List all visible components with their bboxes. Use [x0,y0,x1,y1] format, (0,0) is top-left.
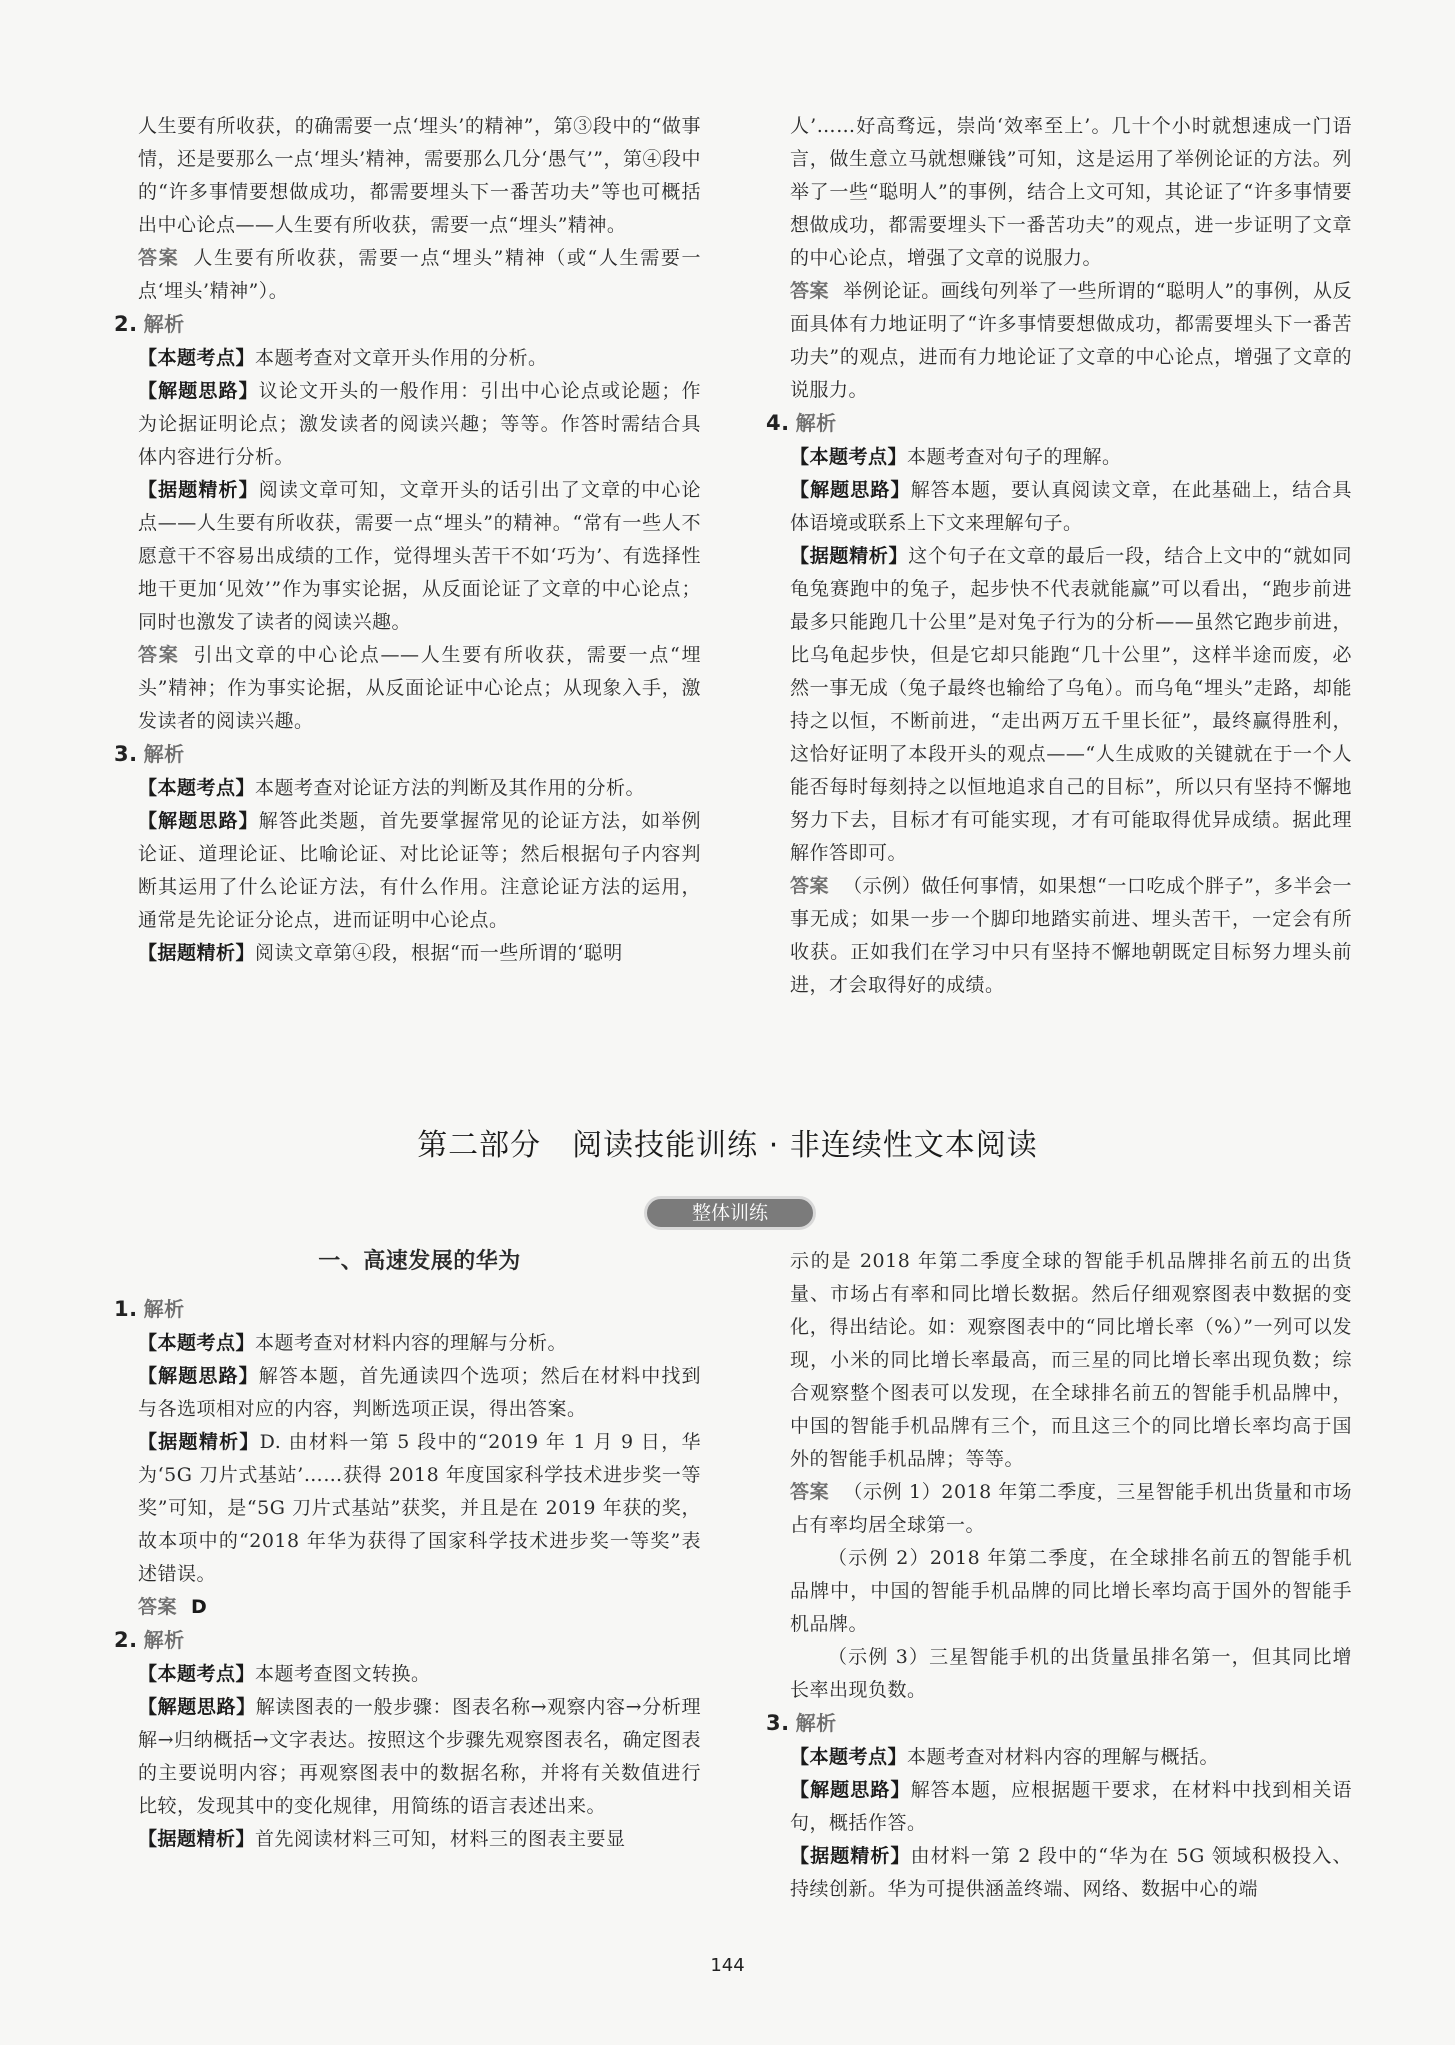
exam-point-text: 本题考查对句子的理解。 [907,446,1122,468]
detailed-analysis-label: 【据题精析】 [790,1845,911,1867]
answer-text: 举例论证。画线句列举了一些所谓的“聪明人”的事例，从反面具体有力地证明了“许多事情要想做成功，都需要埋头下一番苦功夫”的观点，进而有力地论证了文章的中心论点，增强了文章的说服力。 [790,280,1352,401]
answer-label: 答案 [138,247,180,269]
solution-approach-label: 【解题思路】 [138,810,259,832]
analysis-label: 解析 [795,411,837,435]
exam-point [790,1741,1352,1774]
answer-text: （示例）做任何事情，如果想“一口吃成个胖子”，多半会一事无成；如果一步一个脚印地踏实前进、埋头苦干，一定会有所收获。正如我们在学习中只有坚持不懈地朝既定目标努力埋头前进，才会取得好的成绩。 [790,875,1352,996]
detailed-analysis-label: 【据题精析】 [138,1431,260,1453]
question-number: 2. [114,1628,138,1652]
question-header [114,308,701,342]
answer-block [138,1591,701,1624]
detailed-analysis [138,1426,701,1591]
detailed-analysis-label: 【据题精析】 [790,545,909,567]
detailed-analysis-text: 阅读文章第④段，根据“而一些所谓的‘聪明 [255,942,623,964]
exam-point [790,441,1352,474]
question-number: 3. [766,1711,790,1735]
section-badge [644,1196,816,1230]
top-right-column [766,110,1352,1002]
exam-point-text: 本题考查对文章开头作用的分析。 [255,347,548,369]
exam-point-text: 本题考查图文转换。 [255,1663,431,1685]
exam-point-label: 【本题考点】 [138,777,256,799]
exam-point [138,1658,701,1691]
detailed-analysis [790,1840,1352,1906]
solution-approach [790,1774,1352,1840]
answer-example: （示例 3）三星智能手机的出货量虽排名第一，但其同比增长率出现负数。 [790,1646,1352,1701]
exam-point-text: 本题考查对材料内容的理解与概括。 [907,1746,1220,1768]
question-header [766,407,1352,441]
exam-point-label: 【本题考点】 [790,1746,908,1768]
exam-point-label: 【本题考点】 [138,1332,256,1354]
detailed-analysis [138,937,701,970]
question-number: 2. [114,312,138,336]
page-number: 144 [710,1955,745,1976]
exam-point [138,342,701,375]
paragraph: 人生要有所收获，的确需要一点‘埋头’的精神”，第③段中的“做事情，还是要那么一点‘埋头’精神，需要那么几分‘愚气’”，第④段中的“许多事情要想做成功，都需要埋头下一番苦功夫”等也可概括出中心论点——人生要有所收获，需要一点“埋头”精神。 [138,115,701,236]
solution-approach-text: 议论文开头的一般作用：引出中心论点或论题；作为论据证明论点；激发读者的阅读兴趣；等等。作答时需结合具体内容进行分析。 [138,380,701,468]
question-number: 4. [766,411,790,435]
badge-label: 整体训练 [691,1202,768,1224]
solution-approach-text: 解答本题，要认真阅读文章，在此基础上，结合具体语境或联系上下文来理解句子。 [790,479,1352,534]
solution-approach-label: 【解题思路】 [790,479,911,501]
detailed-analysis-label: 【据题精析】 [138,1828,256,1850]
detailed-analysis-text: 首先阅读材料三可知，材料三的图表主要显 [255,1828,626,1850]
answer-label: 答案 [790,875,830,897]
question-header [114,1293,701,1327]
answer-block [790,1476,1352,1542]
answer-text: 人生要有所收获，需要一点“埋头”精神（或“人生需要一点‘埋头’精神”）。 [138,247,701,302]
solution-approach-label: 【解题思路】 [138,1365,259,1387]
exam-point-label: 【本题考点】 [138,347,256,369]
solution-approach [138,1360,701,1426]
part-title: 第二部分 阅读技能训练 · 非连续性文本阅读 [417,1128,1038,1163]
answer-example: （示例 2）2018 年第二季度，在全球排名前五的智能手机品牌中，中国的智能手机品牌的同比增长率均高于国外的智能手机品牌。 [790,1547,1352,1635]
top-left-column [114,110,701,970]
question-number: 3. [114,742,138,766]
analysis-label: 解析 [143,1297,185,1321]
answer-text: （示例 1）2018 年第二季度，三星智能手机出货量和市场占有率均居全球第一。 [790,1481,1352,1536]
solution-approach-label: 【解题思路】 [790,1779,911,1801]
answer-label: 答案 [790,1481,830,1503]
answer-text: D [191,1596,208,1618]
solution-approach-text: 解答本题，应根据题干要求，在材料中找到相关语句，概括作答。 [790,1779,1352,1834]
answer-block [790,870,1352,1002]
answer-block [138,242,701,308]
exam-point [138,772,701,805]
question-number: 1. [114,1297,138,1321]
analysis-label: 解析 [795,1711,837,1735]
solution-approach [138,375,701,474]
exam-point [138,1327,701,1360]
detailed-analysis [138,474,701,639]
solution-approach-label: 【解题思路】 [138,1696,256,1718]
detailed-analysis [790,540,1352,870]
answer-block [790,275,1352,407]
exam-point-text: 本题考查对论证方法的判断及其作用的分析。 [255,777,646,799]
detailed-analysis [138,1823,701,1856]
answer-label: 答案 [138,1596,178,1618]
analysis-label: 解析 [143,742,185,766]
solution-approach-text: 解答此类题，首先要掌握常见的论证方法，如举例论证、道理论证、比喻论证、对比论证等；然后根据句子内容判断其运用了什么论证方法，有什么作用。注意论证方法的运用，通常是先论证分论点，进而证明中心论点。 [138,810,701,931]
question-header [114,738,701,772]
answer-label: 答案 [138,644,180,666]
detailed-analysis-text: 由材料一第 2 段中的“华为在 5G 领域积极投入、持续创新。华为可提供涵盖终端、网络、数据中心的端 [790,1845,1352,1900]
paragraph: 示的是 2018 年第二季度全球的智能手机品牌排名前五的出货量、市场占有率和同比增长数据。然后仔细观察图表中数据的变化，得出结论。如：观察图表中的“同比增长率（%）”一列可以发现，小米的同比增长率最高，而三星的同比增长率出现负数；综合观察整个图表可以发现，在全球排名前五的智能手机品牌中，中国的智能手机品牌有三个，而且这三个的同比增长率均高于国外的智能手机品牌；等等。 [790,1250,1352,1470]
solution-approach-text: 解读图表的一般步骤：图表名称→观察内容→分析理解→归纳概括→文字表达。按照这个步骤先观察图表名，确定图表的主要说明内容；再观察图表中的数据名称，并将有关数值进行比较，发现其中的变化规律，用简练的语言表述出来。 [138,1696,701,1817]
question-header [766,1707,1352,1741]
question-header [114,1624,701,1658]
analysis-label: 解析 [143,312,185,336]
solution-approach [138,1691,701,1823]
detailed-analysis-label: 【据题精析】 [138,942,256,964]
paragraph: 人’……好高骛远，崇尚‘效率至上’。几十个小时就想速成一门语言，做生意立马就想赚钱”可知，这是运用了举例论证的方法。列举了一些“聪明人”的事例，结合上文可知，其论证了“许多事情要想做成功，都需要埋头下一番苦功夫”的观点，进一步证明了文章的中心论点，增强了文章的说服力。 [790,115,1352,269]
exam-point-text: 本题考查对材料内容的理解与分析。 [255,1332,568,1354]
solution-approach-text: 解答本题，首先通读四个选项；然后在材料中找到与各选项相对应的内容，判断选项正误，得出答案。 [138,1365,701,1420]
bottom-right-column [766,1245,1352,1906]
detailed-analysis-text: 这个句子在文章的最后一段，结合上文中的“就如同龟兔赛跑中的兔子，起步快不代表就能赢”可以看出，“跑步前进最多只能跑几十公里”是对兔子行为的分析——虽然它跑步前进，比乌龟起步快，但是它却只能跑“几十公里”，这样半途而废，必然一事无成（兔子最终也输给了乌龟）。而乌龟“埋头”走路，却能持之以恒，不断前进，“走出两万五千里长征”，最终赢得胜利，这恰好证明了本段开头的观点——“人生成败的关键就在于一个人能否每时每刻持之以恒地追求自己的目标”，所以只有坚持不懈地努力下去，目标才有可能实现，才有可能取得优异成绩。据此理解作答即可。 [790,545,1352,864]
solution-approach [138,805,701,937]
exam-point-label: 【本题考点】 [790,446,908,468]
answer-label: 答案 [790,280,830,302]
answer-text: 引出文章的中心论点——人生要有所收获，需要一点“埋头”精神；作为事实论据，从反面论证中心论点；从现象入手，激发读者的阅读兴趣。 [138,644,701,732]
answer-block [138,639,701,738]
detailed-analysis-text: D. 由材料一第 5 段中的“2019 年 1 月 9 日，华为‘5G 刀片式基站’……获得 2018 年度国家科学技术进步奖一等奖”可知，是“5G 刀片式基站”获奖，并且是在 2019 年获的奖，故本项中的“2018 年华为获得了国家科学技术进步奖一等奖”表述错误。 [138,1431,701,1585]
solution-approach [790,474,1352,540]
detailed-analysis-label: 【据题精析】 [138,479,259,501]
bottom-left-column [114,1245,701,1856]
exam-point-label: 【本题考点】 [138,1663,256,1685]
analysis-label: 解析 [143,1628,185,1652]
section-title: 一、高速发展的华为 [318,1249,521,1274]
solution-approach-label: 【解题思路】 [138,380,259,402]
detailed-analysis-text: 阅读文章可知，文章开头的话引出了文章的中心论点——人生要有所收获，需要一点“埋头”的精神。“常有一些人不愿意干不容易出成绩的工作，觉得埋头苦干不如‘巧为’、有选择性地干更加‘见效’”作为事实论据，从反面论证了文章的中心论点；同时也激发了读者的阅读兴趣。 [138,479,701,633]
